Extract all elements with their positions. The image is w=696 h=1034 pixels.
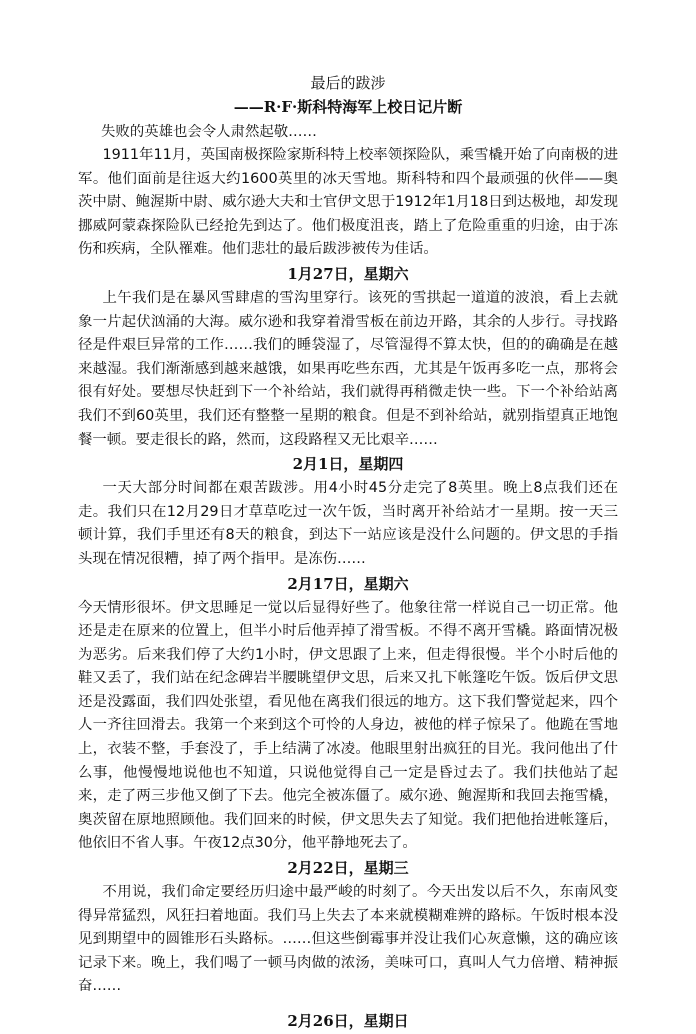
document-subtitle: ——R·F·斯科特海军上校日记片断 bbox=[233, 98, 463, 116]
entry-text: 今天情形很坏。伊文思睡足一觉以后显得好些了。他象往常一样说自己一切正常。他还是走在原来的位置上，但半小时后他弄掉了滑雪板。不得不离开雪橇。路面情况极为恶劣。后来我们停了大约1小时，伊文思跟了上来，但走得很慢。半个小时后他的鞋又丢了，我们站在纪念碑岩半腰眺望伊文思，后来又扎下帐篷吃午饭。饭后伊文思还是没露面，我们四处张望，看见他在离我们很远的地方。这下我们警觉起来，四个人一齐往回滑去。我第一个来到这个可怜的人身边，被他的样子惊呆了。他跪在雪地上，衣装不整，手套没了，手上结满了冰凌。他眼里射出疯狂的目光。我问他出了什么事，他慢慢地说他也不知道，只说他觉得自己一定是昏过去了。我们扶他站了起来，走了两三步他又倒了下去。他完全被冻僵了。威尔逊、鲍渥斯和我回去拖雪橇，奥茨留在原地照顾他。我们回来的时候，伊文思失去了知觉。我们把他抬进帐篷后，他依旧不省人事。午夜12点30分，他平静地死去了。 bbox=[78, 599, 618, 852]
entry-text: 不用说，我们命定要经历归途中最严峻的时刻了。今天出发以后不久，东南风变得异常猛烈，风狂扫着地面。我们马上失去了本来就模糊难辨的路标。午饭时根本没见到期望中的圆锥形石头路标。……但这些倒霉事并没让我们心灰意懒，这的确应该记录下来。晚上，我们喝了一顿马肉做的浓汤，美味可口，真叫人气力倍增、精神振奋…… bbox=[78, 884, 618, 995]
entry-date: 1月27日，星期六 bbox=[287, 264, 409, 283]
entry-date: 2月22日，星期三 bbox=[287, 859, 409, 878]
entry-date: 2月17日，星期六 bbox=[287, 574, 409, 593]
entry-text: 上午我们是在暴风雪肆虐的雪沟里穿行。该死的雪拱起一道道的波浪，看上去就象一片起伏汹涌的大海。威尔逊和我穿着滑雪板在前边开路，其余的人步行。寻找路径是件艰巨异常的工作……我们的睡袋湿了，尽管湿得不算太快，但的的确确是在越来越湿。我们渐渐感到越来越饿，如果再吃些东西，尤其是午饭再多吃一点，那将会很有好处。要想尽快赶到下一个补给站，我们就得再稍微走快一些。下一个补给站离我们不到60英里，我们还有整整一星期的粮食。但是不到补给站，就别指望真正地饱餐一顿。要走很长的路，然而，这段路程又无比艰辛…… bbox=[78, 289, 618, 448]
entry-date: 2月26日，星期日 bbox=[287, 1012, 409, 1030]
epigraph: 失败的英雄也会令人肃然起敬…… bbox=[101, 124, 317, 140]
entry-date: 2月1日，星期四 bbox=[292, 455, 404, 474]
document-page bbox=[78, 72, 618, 1034]
entry-text: 一天大部分时间都在艰苦跋涉。用4小时45分走完了8英里。晚上8点我们还在走。我们只在12月29日才草草吃过一次午饭，当时离开补给站才一星期。按一天三顿计算，我们手里还有8天的粮食，到达下一站应该是没什么问题的。伊文思的手指头现在情况很糟，掉了两个指甲。是冻伤…… bbox=[78, 480, 618, 567]
intro-paragraph: 1911年11月，英国南极探险家斯科特上校率领探险队，乘雪橇开始了向南极的进军。他们面前是往返大约1600英里的冰天雪地。斯科特和四个最顽强的伙伴——奥茨中尉、鲍渥斯中尉、威尔逊大夫和士官伊文思于1912年1月18日到达极地，却发现挪威阿蒙森探险队已经抢先到达了。他们极度沮丧，踏上了危险重重的归途，由于冻伤和疾病，全队罹难。他们悲壮的最后跋涉被传为佳话。 bbox=[78, 147, 618, 258]
document-title: 最后的跋涉 bbox=[310, 74, 386, 92]
